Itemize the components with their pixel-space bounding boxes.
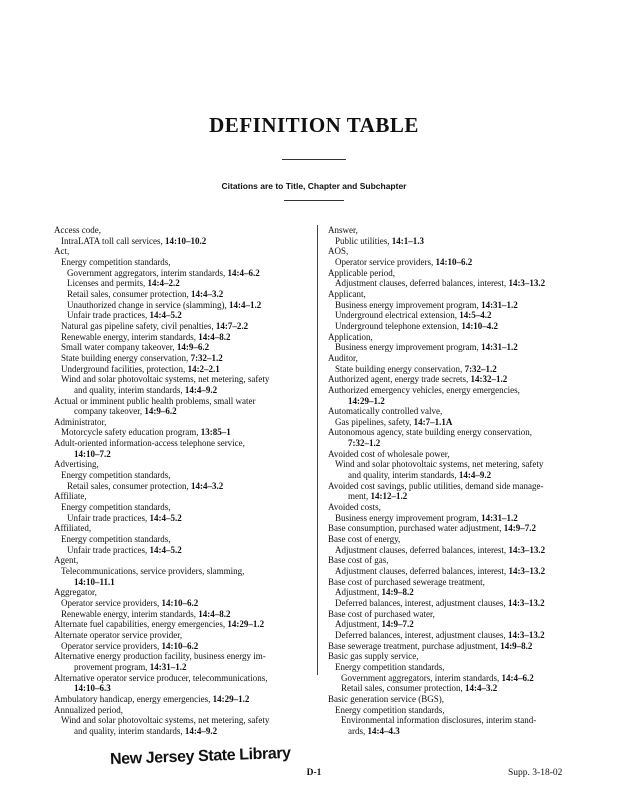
citation-ref: 14:31–1.2 [481, 512, 518, 523]
citation-ref: 14:29–1.2 [227, 619, 265, 630]
entry-text: IntraLATA toll call services, [61, 235, 165, 246]
definition-entry [54, 257, 309, 268]
supplement-date: Supp. 3-18-02 [508, 768, 563, 778]
entry-text: Unauthorized change in service (slamming), [67, 299, 229, 310]
definition-entry [54, 246, 309, 257]
citation-ref: 7:32–1.2 [190, 352, 223, 363]
entry-text: Energy competition standards, [61, 470, 171, 481]
citation-ref: 14:12–1.2 [370, 491, 408, 502]
page-number: D-1 [306, 768, 322, 778]
definition-entry [328, 587, 590, 598]
definition-entry [54, 630, 309, 641]
definition-entry [54, 555, 309, 566]
entry-text: Gas pipelines, safety, [335, 416, 414, 427]
citation-ref: 14:4–1.2 [228, 299, 262, 310]
subtitle-rule [284, 200, 344, 201]
entry-text: Unfair trade practices, [67, 544, 150, 555]
entry-text: Alternate operator service provider, [54, 629, 183, 640]
definition-entry [54, 353, 309, 364]
entry-text: Base sewerage treatment, purchase adjustment, [328, 640, 501, 651]
citation-ref: 14:10–4.2 [461, 320, 499, 331]
definition-entry [54, 342, 309, 353]
entry-text: Application, [328, 331, 373, 342]
entry-text: Energy competition standards, [61, 256, 171, 267]
definition-entry [328, 406, 590, 417]
entry-text: Access code, [54, 225, 101, 235]
entry-text: Base cost of purchased water, [328, 608, 435, 619]
definition-entry [328, 577, 590, 588]
entry-text: Adult-oriented information-access telephone service, [54, 438, 245, 449]
entry-text: and quality, interim standards, [348, 470, 459, 481]
citation-ref: 14:4–9.2 [184, 725, 218, 736]
definition-entry [328, 438, 590, 449]
entry-text: Actual or imminent public health problems, small water [54, 395, 256, 406]
definition-entry [328, 396, 590, 407]
definition-entry [328, 523, 590, 534]
citation-ref: 14:9–6.2 [176, 342, 210, 353]
entry-text: Adjustment clauses, deferred balances, interest, [335, 566, 509, 576]
entry-text: Underground electrical extension, [335, 310, 460, 321]
definition-entry [54, 300, 309, 311]
definition-entry [328, 470, 590, 481]
definition-entry [54, 225, 309, 236]
citation-ref: 14:1–1.3 [391, 235, 425, 246]
entry-text: Avoided cost of wholesale power, [328, 448, 450, 459]
citation-ref: 14:3–13.2 [508, 544, 546, 555]
entry-text: Autonomous agency, state building energy conservation, [328, 427, 532, 438]
library-stamp: New Jersey State Library [109, 744, 291, 769]
definition-entry [54, 364, 309, 375]
definition-entry [54, 332, 309, 343]
entry-text: Deferred balances, interest, adjustment clauses, [335, 629, 508, 640]
citation-ref: 14:4–5.2 [149, 512, 182, 523]
citation-ref: 14:5–4.2 [459, 310, 492, 321]
definition-entry [328, 353, 590, 364]
entry-text: Basic generation service (BGS), [328, 693, 444, 704]
entry-text: Small water company takeover, [61, 342, 177, 353]
column-divider [317, 225, 318, 675]
entry-text: Base cost of gas, [328, 555, 389, 566]
citation-ref: 14:29–1.2 [348, 395, 385, 406]
entry-text: Auditor, [328, 352, 358, 363]
entry-text: Advertising, [54, 459, 99, 470]
definition-entry [328, 321, 590, 332]
definition-entry [328, 342, 590, 353]
definition-entry [328, 705, 590, 716]
definition-entry [54, 587, 309, 598]
entry-text: Underground facilities, protection, [61, 363, 188, 374]
citation-ref: 14:9–7.2 [503, 523, 536, 534]
entry-text: Underground telephone extension, [335, 320, 462, 331]
citation-ref: 14:10–6.3 [74, 683, 111, 694]
entry-text: Public utilities, [335, 235, 392, 246]
definition-entry [328, 417, 590, 428]
definition-entry [54, 268, 309, 279]
definition-entry [328, 641, 590, 652]
entry-text: Business energy improvement program, [335, 299, 482, 310]
entry-text: Adjustment clauses, deferred balances, interest, [335, 544, 509, 555]
citation-ref: 14:3–13.2 [508, 566, 546, 576]
citation-ref: 7:32–1.2 [464, 363, 497, 374]
entry-text: Base cost of energy, [328, 534, 401, 545]
entry-text: Wind and solar photovoltaic systems, net metering, safety [61, 715, 270, 726]
title-rule [282, 159, 346, 160]
definition-entry [54, 321, 309, 332]
definition-entry [328, 673, 590, 684]
definition-entry [54, 673, 309, 684]
definition-entry [328, 726, 590, 737]
definition-entry [54, 651, 309, 662]
entry-text: AOS, [328, 246, 349, 257]
citation-ref: 14:4–3.2 [464, 683, 498, 694]
citation-ref: 14:31–1.2 [481, 342, 518, 353]
entry-text: Alternative energy production facility, business energy im- [54, 651, 266, 662]
entry-text: State building energy conservation, [61, 352, 191, 363]
entry-text: Annualized period, [54, 704, 123, 715]
citation-ref: 14:4–9.2 [184, 384, 218, 395]
definition-entry [54, 577, 309, 588]
entry-text: Government aggregators, interim standards, [67, 267, 228, 278]
definition-entry [328, 683, 590, 694]
entry-text: Retail sales, consumer protection, [341, 683, 465, 694]
definition-entry [54, 694, 309, 705]
definition-entry [54, 491, 309, 502]
entry-text: Applicable period, [328, 267, 395, 278]
definition-entry [54, 502, 309, 513]
definition-entry [54, 289, 309, 300]
citation-ref: 14:10–7.2 [74, 448, 111, 459]
definition-entry [328, 332, 590, 343]
entry-text: Act, [54, 246, 70, 257]
citation-ref: 14:4–6.2 [227, 267, 260, 278]
citation-ref: 14:2–2.1 [187, 363, 220, 374]
definition-entry [328, 257, 590, 268]
entry-text: Operator service providers, [61, 640, 162, 651]
definition-entry [54, 598, 309, 609]
definition-entry [328, 491, 590, 502]
citation-ref: 14:29–1.2 [212, 693, 250, 704]
citation-ref: 14:4–5.2 [149, 544, 182, 555]
entry-text: Avoided costs, [328, 502, 381, 513]
definition-entry [328, 236, 590, 247]
definition-entry [54, 449, 309, 460]
definition-entry [328, 225, 590, 236]
definition-entry [54, 619, 309, 630]
definition-entry [54, 310, 309, 321]
page-subtitle: Citations are to Title, Chapter and Subchapter [221, 181, 407, 191]
entry-text: Retail sales, consumer protection, [67, 288, 191, 299]
entry-text: Alternative operator service producer, telecommunications, [54, 672, 268, 683]
definition-entry [54, 726, 309, 737]
entry-text: Retail sales, consumer protection, [67, 480, 191, 491]
citation-ref: 14:10–6.2 [161, 640, 199, 651]
entry-text: ards, [348, 725, 368, 736]
citation-ref: 14:9–8.2 [381, 587, 414, 598]
entry-text: provement program, [74, 661, 150, 672]
page-title: DEFINITION TABLE [209, 113, 419, 137]
citation-ref: 14:3–13.2 [507, 629, 545, 640]
entry-text: Automatically controlled valve, [328, 406, 443, 417]
definition-entry [328, 310, 590, 321]
entry-text: Applicant, [328, 288, 366, 299]
definition-entry [328, 246, 590, 257]
definition-entry [54, 641, 309, 652]
citation-ref: 14:31–1.2 [149, 661, 187, 672]
definition-entry [328, 694, 590, 705]
definition-entry [54, 417, 309, 428]
citation-ref: 14:10–10.2 [165, 235, 207, 246]
definition-entry [328, 385, 590, 396]
entry-text: Energy competition standards, [61, 502, 171, 513]
citation-ref: 14:4–6.2 [501, 672, 534, 683]
citation-ref: 14:4–3.2 [190, 480, 224, 491]
definition-entry [328, 619, 590, 630]
definition-entry [328, 427, 590, 438]
entry-text: Aggregator, [54, 587, 97, 598]
definition-entry [54, 523, 309, 534]
definition-entry [54, 236, 309, 247]
entry-text: Ambulatory handicap, energy emergencies, [54, 693, 213, 704]
entry-text: Renewable energy, interim standards, [61, 331, 199, 342]
entry-text: Adjustment, [335, 619, 382, 630]
entry-text: Business energy improvement program, [335, 342, 482, 353]
entry-text: Unfair trade practices, [67, 512, 150, 523]
definition-entry [54, 438, 309, 449]
definition-entry [328, 289, 590, 300]
entry-text: Authorized agent, energy trade secrets, [328, 374, 471, 385]
citation-ref: 13:85–1 [200, 427, 231, 438]
citation-ref: 14:7–2.2 [215, 320, 249, 331]
entry-text: Wind and solar photovoltaic systems, net metering, safety [335, 459, 544, 470]
definition-entry [54, 385, 309, 396]
definition-entry [328, 715, 590, 726]
citation-ref: 14:31–1.2 [481, 299, 518, 310]
citation-ref: 14:3–13.2 [508, 278, 546, 289]
citation-ref: 14:9–6.2 [144, 406, 177, 417]
entry-text: Motorcycle safety education program, [61, 427, 201, 438]
citation-ref: 14:4–8.2 [198, 331, 231, 342]
entry-text: Operator service providers, [61, 597, 162, 608]
entry-text: company takeover, [74, 406, 145, 417]
definition-entry [328, 278, 590, 289]
citation-ref: 14:4–3.2 [190, 288, 224, 299]
entry-text: Base consumption, purchased water adjustment, [328, 523, 504, 534]
citation-ref: 14:4–2.2 [147, 278, 180, 289]
entry-text: Environmental information disclosures, interim stand- [341, 715, 537, 726]
definition-entry [328, 502, 590, 513]
definition-entry [54, 459, 309, 470]
citation-ref: 14:9–7.2 [381, 619, 414, 630]
definition-entry [54, 374, 309, 385]
definition-entry [54, 705, 309, 716]
definition-entry [328, 598, 590, 609]
right-column [328, 225, 590, 737]
citation-ref: 14:7–1.1A [413, 416, 453, 427]
entry-text: Avoided cost savings, public utilities, demand side manage- [328, 480, 544, 491]
citation-ref: 14:10–11.1 [74, 576, 115, 587]
citation-ref: 14:10–6.2 [161, 597, 199, 608]
entry-text: Renewable energy, interim standards, [61, 608, 199, 619]
citation-ref: 14:32–1.2 [470, 374, 508, 385]
citation-ref: 14:9–8.2 [500, 640, 533, 651]
entry-text: Agent, [54, 555, 79, 566]
entry-text: Affiliated, [54, 523, 92, 534]
entry-text: Energy competition standards, [335, 661, 445, 672]
entry-text: Authorized emergency vehicles, energy emergencies, [328, 384, 520, 395]
entry-text: Natural gas pipeline safety, civil penalties, [61, 320, 216, 331]
definition-entry [328, 374, 590, 385]
definition-entry [328, 545, 590, 556]
citation-ref: 14:3–13.2 [507, 597, 545, 608]
definition-entry [328, 449, 590, 460]
entry-text: Wind and solar photovoltaic systems, net metering, safety [61, 374, 270, 385]
definition-entry [54, 396, 309, 407]
definition-entry [328, 268, 590, 279]
definition-entry [54, 662, 309, 673]
citation-ref: 7:32–1.2 [348, 438, 381, 449]
definition-entry [328, 566, 590, 577]
definition-entry [328, 534, 590, 545]
citation-ref: 14:4–4.3 [367, 725, 400, 736]
entry-text: Base cost of purchased sewerage treatment, [328, 576, 485, 587]
definition-entry [328, 609, 590, 620]
entry-text: Energy competition standards, [61, 534, 171, 545]
entry-text: Adjustment, [335, 587, 382, 598]
entry-text: Government aggregators, interim standards, [341, 672, 502, 683]
entry-text: Unfair trade practices, [67, 310, 150, 321]
entry-text: ment, [348, 491, 371, 502]
entry-text: Licenses and permits, [67, 278, 148, 289]
entry-text: Deferred balances, interest, adjustment clauses, [335, 597, 508, 608]
entry-text: Energy competition standards, [335, 704, 445, 715]
definition-entry [54, 513, 309, 524]
definition-entry [54, 609, 309, 620]
entry-text: Affiliate, [54, 491, 87, 502]
definition-entry [54, 545, 309, 556]
entry-text: State building energy conservation, [335, 363, 465, 374]
entry-text: Basic gas supply service, [328, 651, 419, 662]
definition-entry [328, 364, 590, 375]
definition-entry [328, 481, 590, 492]
entry-text: Operator service providers, [335, 256, 436, 267]
definition-entry [328, 662, 590, 673]
citation-ref: 14:4–5.2 [149, 310, 182, 321]
citation-ref: 14:10–6.2 [435, 256, 473, 267]
citation-ref: 14:4–9.2 [458, 470, 492, 481]
entry-text: Administrator, [54, 416, 107, 427]
citation-ref: 14:4–8.2 [198, 608, 231, 619]
definition-entry [54, 566, 309, 577]
definition-entry [54, 481, 309, 492]
entry-text: Business energy improvement program, [335, 512, 482, 523]
entry-text: Telecommunications, service providers, slamming, [61, 566, 245, 576]
definition-entry [54, 278, 309, 289]
definition-entry [54, 715, 309, 726]
definition-entry [54, 427, 309, 438]
entry-text: and quality, interim standards, [74, 384, 185, 395]
definition-entry [54, 470, 309, 481]
entry-text: Answer, [328, 225, 358, 235]
definition-entry [328, 300, 590, 311]
definition-entry [328, 651, 590, 662]
definition-entry [54, 406, 309, 417]
definition-entry [328, 513, 590, 524]
definition-entry [54, 683, 309, 694]
definition-entry [328, 630, 590, 641]
definition-entry [328, 459, 590, 470]
left-column [54, 225, 309, 737]
definition-entry [328, 555, 590, 566]
entry-text: Adjustment clauses, deferred balances, interest, [335, 278, 509, 289]
entry-text: and quality, interim standards, [74, 725, 185, 736]
definition-entry [54, 534, 309, 545]
entry-text: Alternate fuel capabilities, energy emergencies, [54, 619, 228, 630]
